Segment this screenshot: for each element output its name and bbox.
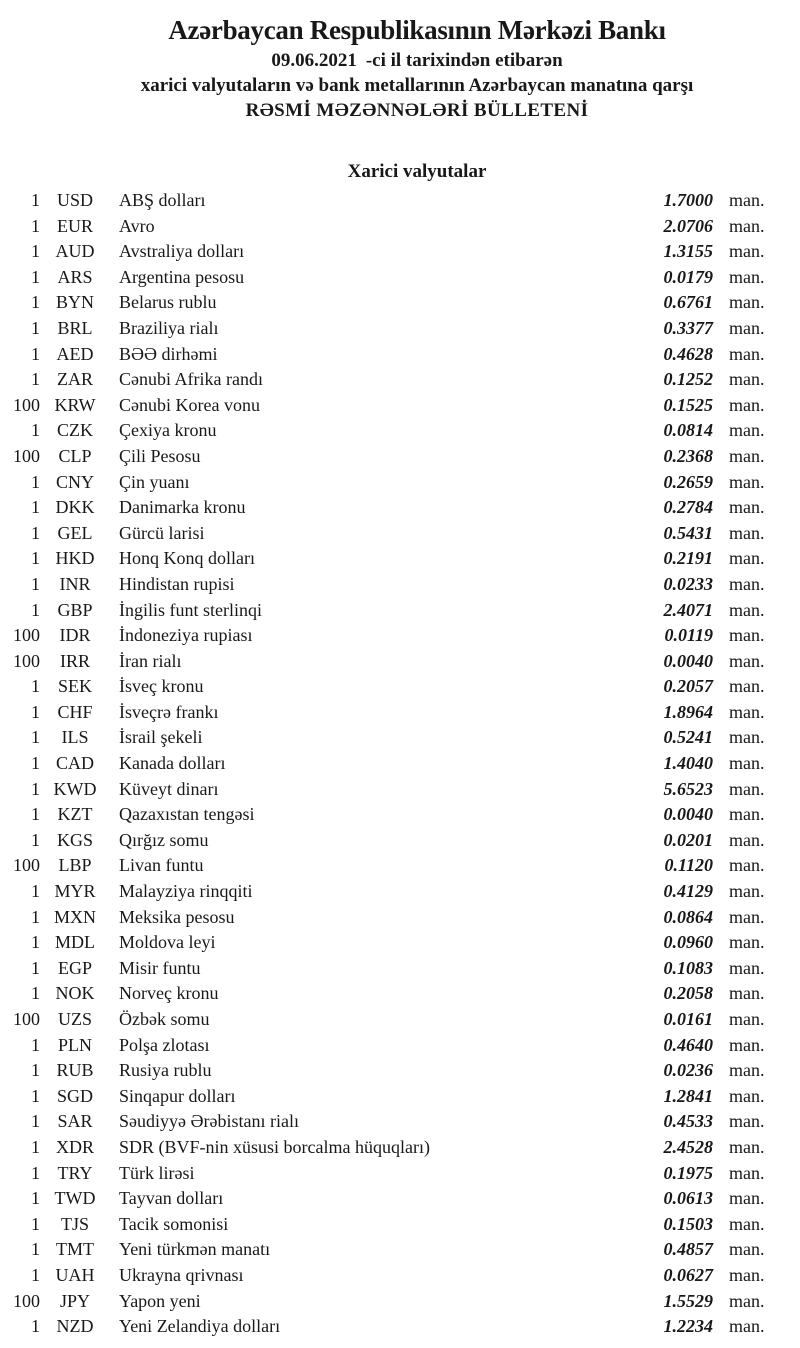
rate-value: 0.2057 [663, 676, 713, 697]
rate-row [6, 956, 800, 982]
rate-value: 1.2841 [663, 1085, 713, 1106]
rate-unit: man. [729, 471, 765, 492]
rate-value: 1.3155 [663, 241, 713, 262]
currency-code: IDR [59, 625, 91, 646]
currency-quantity: 1 [31, 701, 40, 722]
currency-name: SDR (BVF-nin xüsusi borcalma hüquqları) [119, 1136, 430, 1157]
rate-row [6, 751, 800, 777]
rate-value: 1.2234 [663, 1316, 713, 1337]
rate-unit: man. [729, 573, 765, 594]
rate-unit: man. [729, 1316, 765, 1337]
rate-unit: man. [729, 1290, 765, 1311]
currency-quantity: 1 [31, 343, 40, 364]
rate-unit: man. [729, 625, 765, 646]
rate-unit: man. [729, 1188, 765, 1209]
currency-quantity: 1 [31, 190, 40, 210]
currency-quantity: 1 [31, 881, 40, 902]
rate-unit: man. [729, 1060, 765, 1081]
rate-value: 0.0613 [663, 1188, 713, 1209]
currency-name: Küveyt dinarı [119, 778, 219, 799]
rate-value: 0.0179 [663, 266, 713, 287]
currency-quantity: 1 [31, 292, 40, 313]
currency-quantity: 1 [31, 1136, 40, 1157]
rate-unit: man. [729, 1213, 765, 1234]
currency-name: Cənubi Afrika randı [119, 369, 263, 390]
rate-value: 0.1975 [663, 1162, 713, 1183]
currency-name: BƏƏ dirhəmi [119, 343, 218, 364]
currency-quantity: 1 [31, 906, 40, 927]
currency-name: Ukrayna qrivnası [119, 1264, 244, 1285]
bank-name-title: Azərbaycan Respublikasının Mərkəzi Bankı [168, 15, 666, 45]
rate-value: 0.2659 [663, 471, 713, 492]
rate-value: 0.5431 [663, 522, 713, 543]
currency-quantity: 1 [31, 753, 40, 774]
rate-unit: man. [729, 701, 765, 722]
rate-value: 0.2058 [663, 983, 713, 1004]
currency-name: Özbək somu [119, 1009, 210, 1029]
currency-name: Argentina pesosu [119, 266, 245, 287]
currency-name: Türk lirəsi [119, 1162, 195, 1183]
currency-code: ZAR [57, 369, 93, 390]
currency-code: NOK [55, 983, 95, 1004]
currency-code: INR [59, 573, 91, 594]
currency-code: USD [56, 190, 93, 210]
currency-code: MDL [55, 932, 95, 953]
currency-name: Belarus rublu [119, 292, 217, 313]
currency-quantity: 100 [13, 1009, 40, 1029]
rate-value: 0.2784 [663, 497, 713, 518]
currency-name: Polşa zlotası [119, 1034, 210, 1055]
currency-quantity: 100 [13, 394, 40, 415]
rate-row [6, 802, 800, 828]
rate-value: 0.1525 [663, 394, 713, 415]
currency-name: İsrail şekeli [119, 727, 203, 748]
effective-date-line [34, 48, 800, 73]
currency-code: BRL [57, 317, 93, 338]
rate-value: 0.0233 [663, 573, 713, 594]
rate-row [6, 1007, 800, 1033]
rate-row [6, 828, 800, 854]
currency-code: TJS [60, 1213, 89, 1234]
currency-code: CZK [57, 420, 93, 441]
currency-quantity: 1 [31, 420, 40, 441]
currency-code: KGS [56, 829, 93, 850]
rate-value: 0.4129 [663, 881, 713, 902]
rate-value: 0.0040 [663, 804, 713, 825]
currency-quantity: 1 [31, 1239, 40, 1260]
rate-unit: man. [729, 190, 765, 210]
rate-row [6, 1212, 800, 1238]
rate-row [6, 521, 800, 547]
rate-value: 0.0864 [663, 906, 713, 927]
currency-name: Misir funtu [119, 957, 201, 978]
rate-row [6, 1237, 800, 1263]
rate-unit: man. [729, 241, 765, 262]
rate-unit: man. [729, 778, 765, 799]
currency-code: BYN [55, 292, 94, 313]
currency-quantity: 1 [31, 1162, 40, 1183]
currency-quantity: 1 [31, 932, 40, 953]
rate-row [6, 649, 800, 675]
currency-code: IRR [59, 650, 90, 671]
currency-quantity: 1 [31, 804, 40, 825]
effective-date-suffix: -ci il tarixindən etibarən [365, 50, 563, 71]
rate-value: 0.0627 [663, 1264, 713, 1285]
rate-row [6, 1084, 800, 1110]
currency-quantity: 1 [31, 676, 40, 697]
rate-value: 0.0040 [663, 650, 713, 671]
rate-value: 0.4628 [663, 343, 713, 364]
currency-quantity: 1 [31, 1188, 40, 1209]
rate-unit: man. [729, 215, 765, 236]
rate-value: 0.0119 [664, 625, 713, 646]
currency-quantity: 1 [31, 1060, 40, 1081]
rate-unit: man. [729, 420, 765, 441]
currency-name: Meksika pesosu [119, 906, 235, 927]
rate-value: 1.4040 [663, 753, 713, 774]
rate-value: 0.2191 [663, 548, 713, 569]
rate-unit: man. [729, 1239, 765, 1260]
rate-row [6, 879, 800, 905]
rate-value: 0.4640 [663, 1034, 713, 1055]
currency-name: Çili Pesosu [119, 445, 201, 466]
currency-code: SAR [57, 1111, 93, 1132]
rate-row [6, 598, 800, 624]
rate-row [6, 700, 800, 726]
bulletin-header [34, 0, 800, 123]
currency-code: DKK [55, 497, 95, 518]
rate-value: 0.0236 [663, 1060, 713, 1081]
currency-name: Çexiya kronu [119, 420, 217, 441]
rate-unit: man. [729, 804, 765, 825]
currency-code: AUD [55, 241, 95, 262]
rate-row [6, 1109, 800, 1135]
rate-value: 2.0706 [663, 215, 713, 236]
rate-unit: man. [729, 445, 765, 466]
currency-code: UZS [57, 1009, 92, 1029]
currency-quantity: 1 [31, 599, 40, 620]
rate-row [6, 188, 800, 214]
currency-name: Yeni türkmən manatı [119, 1239, 271, 1260]
currency-code: CAD [55, 753, 94, 774]
currency-code: SEK [57, 676, 92, 697]
currency-code: JPY [59, 1290, 90, 1311]
rate-unit: man. [729, 292, 765, 313]
currency-name: İran rialı [119, 650, 182, 671]
rate-row [6, 1033, 800, 1059]
rate-row [6, 239, 800, 265]
rate-value: 5.6523 [663, 778, 713, 799]
rate-row [6, 853, 800, 879]
currency-quantity: 1 [31, 369, 40, 390]
rate-row [6, 546, 800, 572]
currency-name: Hindistan rupisi [119, 573, 235, 594]
currency-code: ARS [57, 266, 93, 287]
currency-quantity: 1 [31, 1111, 40, 1132]
rate-row [6, 1135, 800, 1161]
rate-unit: man. [729, 343, 765, 364]
rate-row [6, 725, 800, 751]
currency-quantity: 1 [31, 471, 40, 492]
currency-name: İsveç kronu [119, 676, 204, 697]
rate-unit: man. [729, 676, 765, 697]
currency-code: EUR [57, 215, 93, 236]
currency-name: Tayvan dolları [119, 1188, 224, 1209]
rate-row [6, 418, 800, 444]
currency-code: MXN [53, 906, 96, 927]
rate-unit: man. [729, 1111, 765, 1132]
rate-row [6, 1058, 800, 1084]
currency-name: Tacik somonisi [119, 1213, 229, 1234]
currency-name: Malayziya rinqqiti [119, 881, 253, 902]
currency-name: Cənubi Korea vonu [119, 394, 260, 415]
rate-row [6, 393, 800, 419]
currency-code: TWD [54, 1188, 96, 1209]
rate-unit: man. [729, 650, 765, 671]
currency-quantity: 1 [31, 241, 40, 262]
currency-code: NZD [56, 1316, 94, 1337]
rate-unit: man. [729, 906, 765, 927]
currency-code: CLP [58, 445, 92, 466]
rate-unit: man. [729, 394, 765, 415]
rate-unit: man. [729, 1034, 765, 1055]
currency-name: Braziliya rialı [119, 317, 219, 338]
currency-quantity: 1 [31, 829, 40, 850]
rate-row [6, 316, 800, 342]
currency-quantity: 1 [31, 957, 40, 978]
rate-row [6, 495, 800, 521]
rate-value: 1.8964 [663, 701, 713, 722]
rate-value: 2.4528 [663, 1136, 713, 1157]
currency-quantity: 100 [13, 625, 40, 646]
rate-row [6, 777, 800, 803]
rate-row [6, 290, 800, 316]
currency-name: Səudiyyə Ərəbistanı rialı [119, 1111, 299, 1132]
rate-unit: man. [729, 1264, 765, 1285]
currency-name: İngilis funt sterlinqi [119, 599, 262, 620]
rate-unit: man. [729, 855, 765, 876]
currency-name: ABŞ dolları [119, 190, 206, 210]
currency-name: Avstraliya dolları [119, 241, 245, 262]
rate-unit: man. [729, 266, 765, 287]
currency-code: EGP [57, 957, 92, 978]
currency-name: İndoneziya rupiası [119, 625, 253, 646]
currency-name: Qazaxıstan tengəsi [119, 804, 255, 825]
rate-value: 0.1120 [664, 855, 713, 876]
rate-row [6, 1289, 800, 1315]
rate-value: 0.1503 [663, 1213, 713, 1234]
currency-name: Honq Konq dolları [119, 548, 255, 569]
currency-name: İsveçrə frankı [119, 701, 219, 722]
rate-unit: man. [729, 548, 765, 569]
rate-row [6, 470, 800, 496]
currency-code: SGD [56, 1085, 93, 1106]
currency-quantity: 1 [31, 317, 40, 338]
currency-quantity: 100 [13, 1290, 40, 1311]
rate-unit: man. [729, 317, 765, 338]
rate-value: 0.0960 [663, 932, 713, 953]
currency-code: HKD [55, 548, 95, 569]
effective-date: 09.06.2021 [271, 50, 357, 71]
rate-unit: man. [729, 1009, 765, 1029]
rate-row [6, 981, 800, 1007]
currency-quantity: 1 [31, 727, 40, 748]
currency-quantity: 1 [31, 1316, 40, 1337]
currency-code: TMT [56, 1239, 94, 1260]
rate-row [6, 367, 800, 393]
currency-quantity: 1 [31, 215, 40, 236]
currency-quantity: 1 [31, 1034, 40, 1055]
rate-unit: man. [729, 881, 765, 902]
rate-row [6, 674, 800, 700]
rate-value: 0.4533 [663, 1111, 713, 1132]
currency-code: KWD [53, 778, 97, 799]
currency-code: CNY [55, 471, 94, 492]
currency-name: Yapon yeni [119, 1290, 201, 1311]
rate-row [6, 1314, 800, 1340]
currency-name: Avro [119, 215, 155, 236]
rate-value: 0.0161 [663, 1009, 713, 1029]
rate-unit: man. [729, 497, 765, 518]
rate-unit: man. [729, 1085, 765, 1106]
currency-code: UAH [55, 1264, 95, 1285]
currency-code: RUB [56, 1060, 94, 1081]
rate-value: 2.4071 [663, 599, 713, 620]
currency-name: Gürcü larisi [119, 522, 205, 543]
currency-name: Qırğız somu [119, 829, 209, 850]
rate-value: 0.3377 [663, 317, 713, 338]
currency-code: MYR [54, 881, 96, 902]
currency-name: Kanada dolları [119, 753, 226, 774]
currency-code: KRW [54, 394, 96, 415]
rate-unit: man. [729, 753, 765, 774]
rate-row [6, 930, 800, 956]
rates-table [0, 188, 800, 1340]
currency-code: GBP [57, 599, 93, 620]
currency-quantity: 1 [31, 1085, 40, 1106]
rate-unit: man. [729, 932, 765, 953]
rate-row [6, 572, 800, 598]
currency-code: XDR [55, 1136, 94, 1157]
currency-name: Moldova leyi [119, 932, 216, 953]
rate-value: 1.5529 [663, 1290, 713, 1311]
rate-row [6, 623, 800, 649]
rate-row [6, 1161, 800, 1187]
rate-unit: man. [729, 957, 765, 978]
rate-unit: man. [729, 983, 765, 1004]
rate-value: 0.0201 [663, 829, 713, 850]
currency-quantity: 1 [31, 548, 40, 569]
rate-row [6, 1186, 800, 1212]
currency-quantity: 100 [13, 855, 40, 876]
currency-quantity: 100 [13, 445, 40, 466]
currency-code: LBP [58, 855, 92, 876]
currency-code: TRY [57, 1162, 93, 1183]
currency-quantity: 1 [31, 266, 40, 287]
rate-value: 1.7000 [663, 190, 713, 210]
currency-name: Rusiya rublu [119, 1060, 212, 1081]
rate-row [6, 342, 800, 368]
rate-row [6, 265, 800, 291]
currency-quantity: 1 [31, 522, 40, 543]
currency-code: ILS [61, 727, 89, 748]
currency-name: Livan funtu [119, 855, 204, 876]
rate-row [6, 444, 800, 470]
currency-quantity: 1 [31, 983, 40, 1004]
currency-quantity: 1 [31, 573, 40, 594]
rate-value: 0.6761 [663, 292, 713, 313]
rate-row [6, 905, 800, 931]
currency-code: GEL [57, 522, 93, 543]
bulletin-subtitle: xarici valyutaların və bank metallarının Azərbaycan manatına qarşı [140, 75, 694, 96]
rate-unit: man. [729, 1136, 765, 1157]
currency-code: AED [56, 343, 94, 364]
rate-unit: man. [729, 599, 765, 620]
currency-quantity: 1 [31, 497, 40, 518]
currency-quantity: 1 [31, 1213, 40, 1234]
rate-value: 0.1252 [663, 369, 713, 390]
currency-quantity: 100 [13, 650, 40, 671]
currency-quantity: 1 [31, 778, 40, 799]
section-title-foreign-currencies: Xarici valyutalar [347, 161, 487, 182]
rate-value: 0.1083 [663, 957, 713, 978]
rate-unit: man. [729, 369, 765, 390]
rate-value: 0.2368 [663, 445, 713, 466]
currency-name: Danimarka kronu [119, 497, 246, 518]
rate-row [6, 1263, 800, 1289]
currency-code: CHF [57, 701, 93, 722]
currency-code: KZT [57, 804, 93, 825]
rate-unit: man. [729, 1162, 765, 1183]
currency-name: Yeni Zelandiya dolları [119, 1316, 281, 1337]
rate-unit: man. [729, 522, 765, 543]
rate-value: 0.0814 [663, 420, 713, 441]
rate-value: 0.5241 [663, 727, 713, 748]
rate-row [6, 214, 800, 240]
rate-unit: man. [729, 829, 765, 850]
currency-quantity: 1 [31, 1264, 40, 1285]
rate-value: 0.4857 [663, 1239, 713, 1260]
currency-code: PLN [57, 1034, 92, 1055]
bulletin-title: RƏSMİ MƏZƏNNƏLƏRİ BÜLLETENİ [245, 100, 589, 121]
currency-name: Norveç kronu [119, 983, 219, 1004]
currency-name: Sinqapur dolları [119, 1085, 236, 1106]
currency-name: Çin yuanı [119, 471, 190, 492]
rate-unit: man. [729, 727, 765, 748]
